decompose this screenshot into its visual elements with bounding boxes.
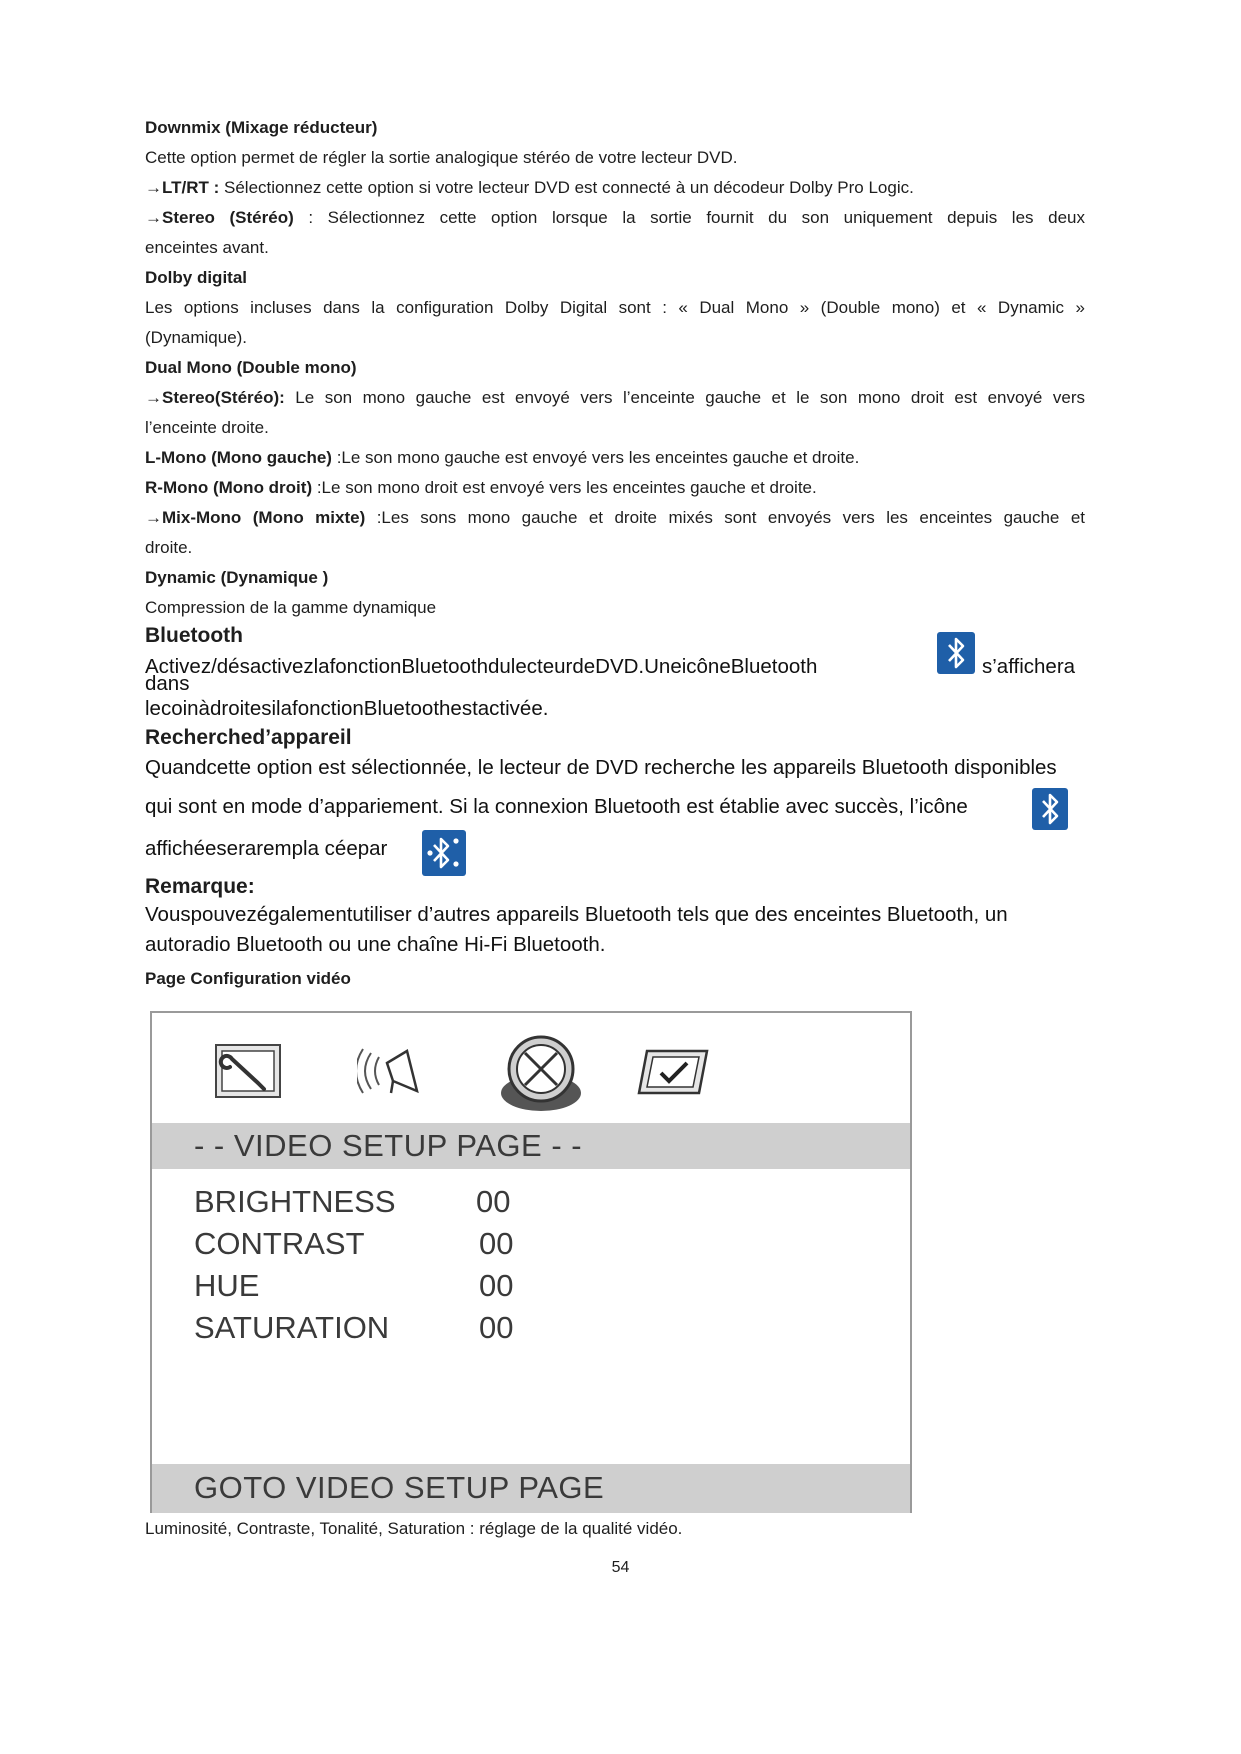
bluetooth-line1: Activez/désactivezlafonctionBluetoothdulecteurdeDVD.UneicôneBluetooth <box>145 655 818 678</box>
downmix-intro: Cette option permet de régler la sortie analogique stéréo de votre lecteur DVD. <box>145 148 738 167</box>
lmono <box>145 443 1085 473</box>
osd-title-bar <box>152 1123 910 1169</box>
dual-stereo-label: →Stereo(Stéréo): <box>145 388 285 407</box>
lmono-label: L-Mono (Mono gauche) <box>145 448 332 467</box>
downmix-stereo-line2: enceintes avant. <box>145 238 269 257</box>
dynamic-heading: Dynamic (Dynamique ) <box>145 568 329 587</box>
osd-item-value: 00 <box>479 1268 514 1303</box>
dual-mono-heading: Dual Mono (Double mono) <box>145 358 357 377</box>
bluetooth-connected-icon <box>422 830 466 876</box>
search-line1: Quandcette option est sélectionnée, le lecteur de DVD recherche les appareils Bluetooth disponibles <box>145 756 1057 779</box>
mixmono-text: :Les sons mono gauche et droite mixés sont envoyés vers les enceintes gauche et <box>365 508 1085 527</box>
note-heading: Remarque: <box>145 875 255 898</box>
osd-item-label: CONTRAST <box>194 1226 365 1261</box>
osd-title: - - VIDEO SETUP PAGE - - <box>194 1128 583 1163</box>
bluetooth-line2: lecoinàdroitesilafonctionBluetoothestactivée. <box>145 697 549 720</box>
note-line2: autoradio Bluetooth ou une chaîne Hi-Fi Bluetooth. <box>145 933 606 956</box>
lmono-text: :Le son mono gauche est envoyé vers les enceintes gauche et droite. <box>331 448 860 467</box>
rmono-text: :Le son mono droit est envoyé vers les enceintes gauche et droite. <box>312 478 817 497</box>
bluetooth-icon <box>937 632 975 674</box>
downmix-heading: Downmix (Mixage réducteur) <box>145 118 378 137</box>
dual-mono-stereo <box>145 383 1085 413</box>
preference-icon <box>637 1047 711 1097</box>
dolby-line1: Les options incluses dans la configuration Dolby Digital sont : « Dual Mono » (Double mono) et « Dynamic » <box>145 298 1085 317</box>
video-setup-icon <box>497 1033 585 1117</box>
dynamic-text: Compression de la gamme dynamique <box>145 598 437 617</box>
general-setup-icon <box>212 1041 288 1103</box>
video-setup-screenshot <box>150 1011 912 1513</box>
osd-item-label: HUE <box>194 1268 260 1303</box>
dolby-heading: Dolby digital <box>145 268 247 287</box>
search-heading: Recherched’appareil <box>145 726 352 749</box>
osd-item-value: 00 <box>479 1310 514 1345</box>
audio-setup-icon <box>357 1041 433 1101</box>
mixmono-label: →Mix-Mono (Mono mixte) <box>145 508 366 527</box>
rmono <box>145 473 1085 503</box>
osd-footer: GOTO VIDEO SETUP PAGE <box>194 1470 605 1505</box>
osd-icon-row <box>152 1023 910 1123</box>
osd-footer-bar <box>152 1464 910 1513</box>
note-line1: Vouspouvezégalementutiliser d’autres appareils Bluetooth tels que des enceintes Bluetooth, un <box>145 903 1008 926</box>
mixmono-line2: droite. <box>145 538 193 557</box>
video-page-heading: Page Configuration vidéo <box>145 969 351 988</box>
page-number: 54 <box>611 1559 630 1576</box>
bluetooth-line1-end: s’affichera <box>982 655 1076 678</box>
bluetooth-icon <box>1032 788 1068 830</box>
dolby-line2: (Dynamique). <box>145 328 248 347</box>
osd-item-label: SATURATION <box>194 1310 390 1345</box>
downmix-stereo <box>145 203 1085 233</box>
bluetooth-heading: Bluetooth <box>145 624 243 647</box>
stereo-text: : Sélectionnez cette option lorsque la sortie fournit du son uniquement depuis les deux <box>293 208 1085 227</box>
osd-item-value: 00 <box>476 1184 511 1219</box>
osd-item-label: BRIGHTNESS <box>194 1184 396 1219</box>
search-line2: qui sont en mode d’appariement. Si la connexion Bluetooth est établie avec succès, l’icône <box>145 795 968 818</box>
bluetooth-line1b: dans <box>145 672 190 695</box>
mixmono <box>145 503 1085 533</box>
video-caption: Luminosité, Contraste, Tonalité, Saturation : réglage de la qualité vidéo. <box>145 1519 683 1538</box>
ltrt-text: Sélectionnez cette option si votre lecteur DVD est connecté à un décodeur Dolby Pro Logic. <box>219 178 914 197</box>
stereo-label: →Stereo (Stéréo) <box>145 208 294 227</box>
ltrt-label: →LT/RT : <box>145 178 220 197</box>
dual-mono-stereo-line2: l’enceinte droite. <box>145 418 269 437</box>
search-line3: affichéeserarempla céepar <box>145 837 388 860</box>
osd-item-value: 00 <box>479 1226 514 1261</box>
rmono-label: R-Mono (Mono droit) <box>145 478 313 497</box>
downmix-ltrt <box>145 173 1085 203</box>
dual-stereo-text: Le son mono gauche est envoyé vers l’enceinte gauche et le son mono droit est envoyé vers <box>284 388 1085 407</box>
